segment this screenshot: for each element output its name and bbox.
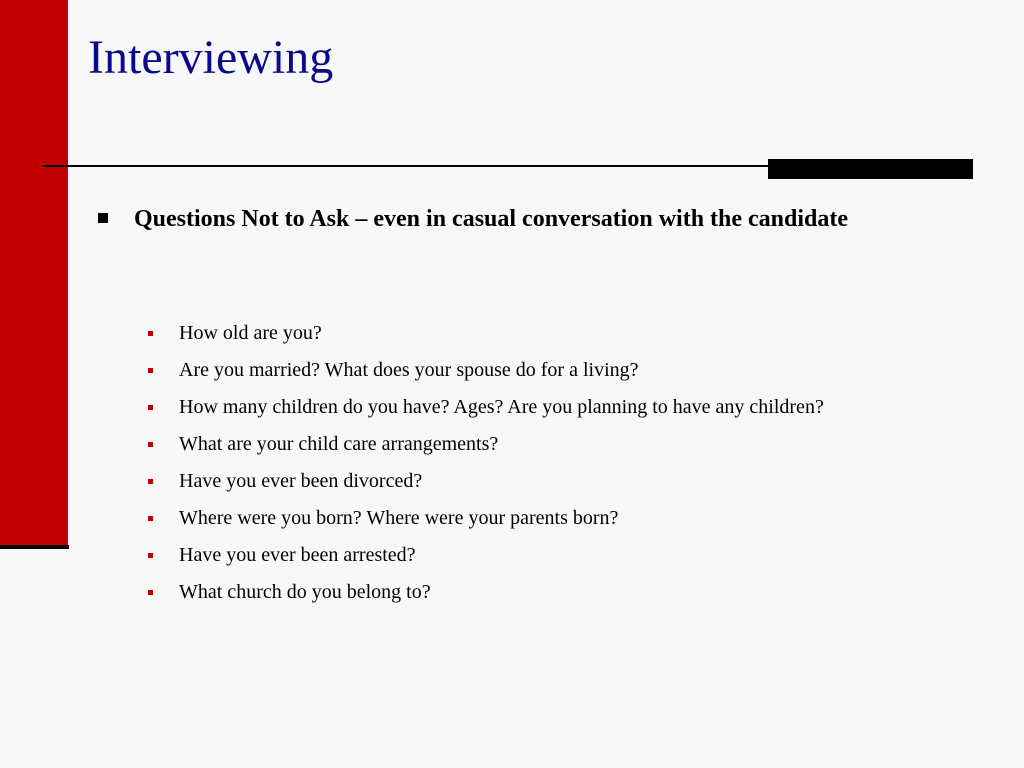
sub-bullet-text: What are your child care arrangements? bbox=[179, 433, 499, 455]
small-red-square-bullet-icon bbox=[148, 479, 153, 484]
sub-bullet-text: How many children do you have? Ages? Are you planning to have any children? bbox=[179, 396, 824, 418]
list-item bbox=[148, 466, 888, 496]
list-item bbox=[148, 503, 888, 533]
title-divider-block bbox=[768, 159, 973, 179]
sub-bullet-text: How old are you? bbox=[179, 322, 322, 344]
sub-bullet-text: What church do you belong to? bbox=[179, 581, 431, 603]
sub-bullet-text: Have you ever been arrested? bbox=[179, 544, 416, 566]
small-red-square-bullet-icon bbox=[148, 331, 153, 336]
list-item bbox=[148, 429, 888, 459]
main-bullet-text: Questions Not to Ask – even in casual conversation with the candidate bbox=[134, 206, 849, 232]
title-divider-line bbox=[43, 165, 770, 167]
sub-bullet-list bbox=[148, 318, 888, 614]
small-red-square-bullet-icon bbox=[148, 442, 153, 447]
small-red-square-bullet-icon bbox=[148, 368, 153, 373]
slide-title: Interviewing bbox=[88, 31, 334, 84]
small-red-square-bullet-icon bbox=[148, 590, 153, 595]
list-item bbox=[148, 392, 888, 422]
left-accent-bar-base bbox=[0, 545, 69, 549]
list-item bbox=[148, 577, 888, 607]
sub-bullet-text: Where were you born? Where were your parents born? bbox=[179, 507, 619, 529]
small-red-square-bullet-icon bbox=[148, 405, 153, 410]
small-red-square-bullet-icon bbox=[148, 553, 153, 558]
sub-bullet-text: Are you married? What does your spouse do for a living? bbox=[179, 359, 639, 381]
left-accent-bar bbox=[0, 0, 68, 545]
small-red-square-bullet-icon bbox=[148, 516, 153, 521]
sub-bullet-text: Have you ever been divorced? bbox=[179, 470, 423, 492]
list-item bbox=[148, 355, 888, 385]
list-item bbox=[148, 318, 888, 348]
square-bullet-icon bbox=[98, 213, 108, 223]
list-item bbox=[148, 540, 888, 570]
